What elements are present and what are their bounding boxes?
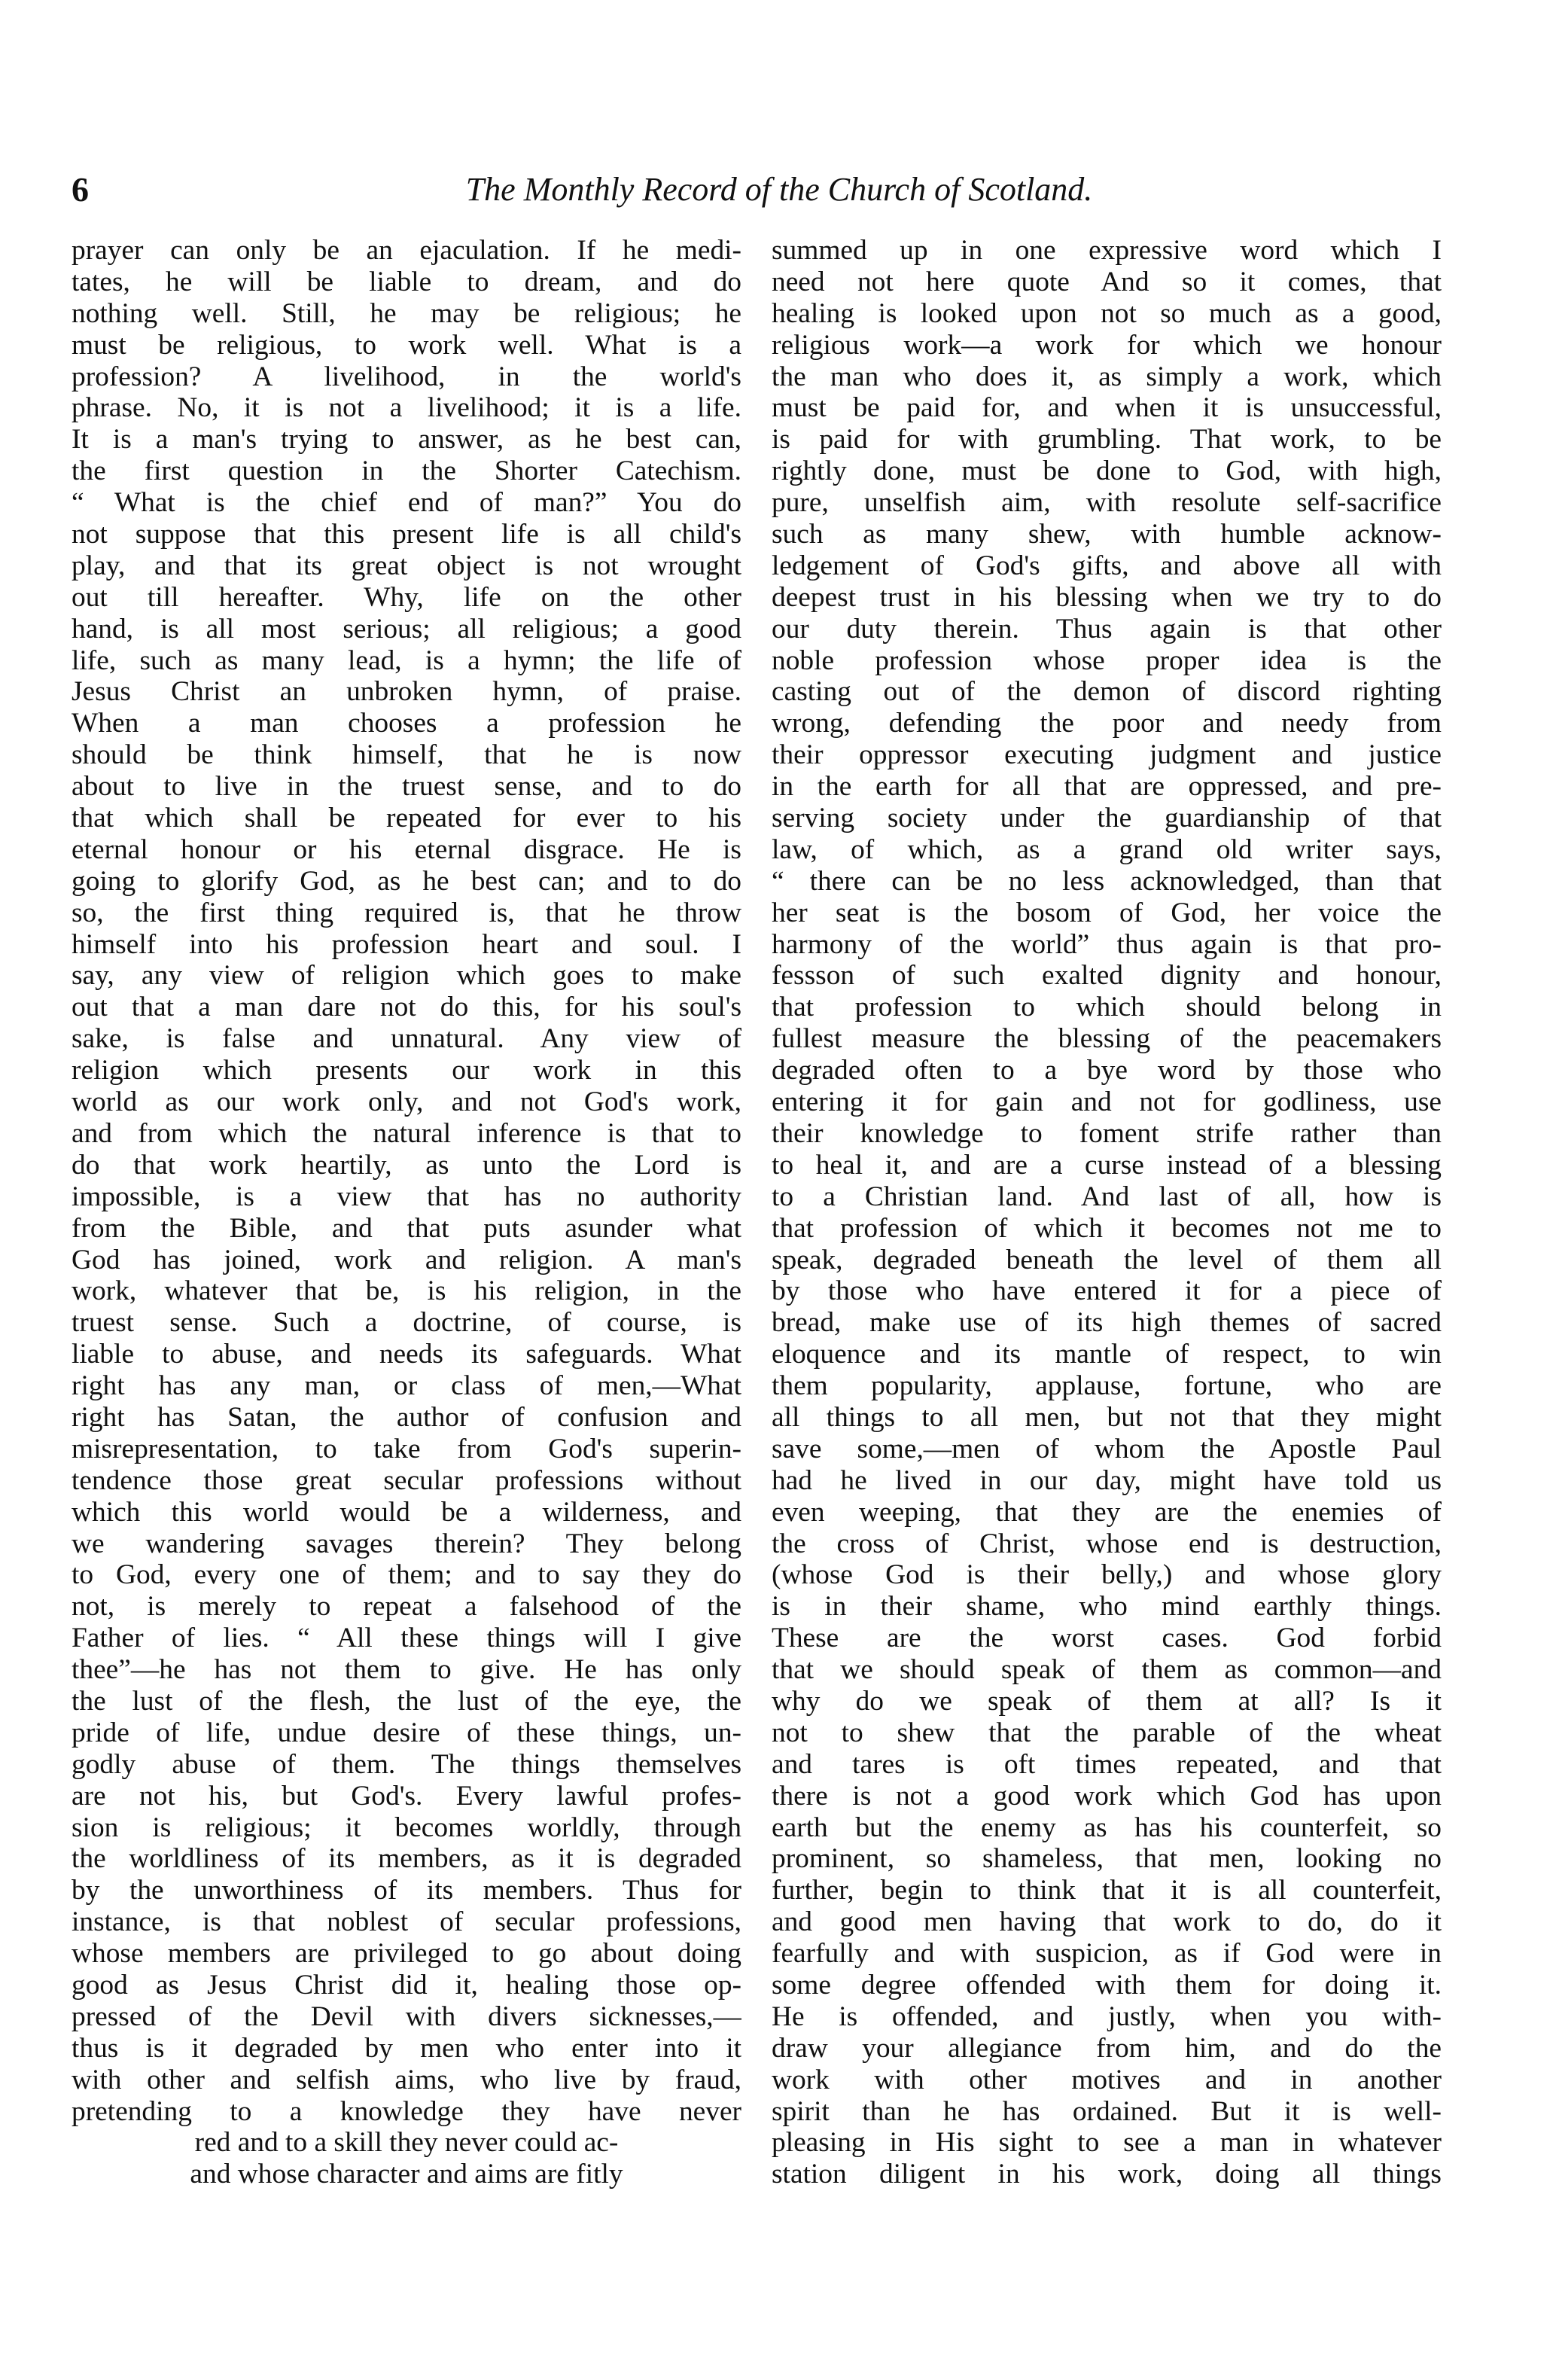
text-line: summed up in one expressive word which I: [772, 235, 1442, 266]
text-line: is paid for with grumbling. That work, to be: [772, 424, 1442, 456]
text-line: them popularity, applause, fortune, who are: [772, 1370, 1442, 1402]
text-line: that profession of which it becomes not me to: [772, 1212, 1442, 1244]
text-line: out that a man dare not do this, for his soul's: [72, 992, 741, 1023]
text-line: their oppressor executing judgment and justice: [772, 739, 1442, 771]
text-line: by those who have entered it for a piece of: [772, 1275, 1442, 1307]
text-line: impossible, is a view that has no authority: [72, 1181, 741, 1212]
text-line: draw your allegiance from him, and do the: [772, 2032, 1442, 2064]
text-line: the man who does it, as simply a work, which: [772, 361, 1442, 392]
text-line: thee”—he has not them to give. He has only: [72, 1654, 741, 1686]
text-line: truest sense. Such a doctrine, of course, is: [72, 1307, 741, 1339]
text-line: liable to abuse, and needs its safeguards. What: [72, 1339, 741, 1370]
text-line: in the earth for all that are oppressed, and pre-: [772, 771, 1442, 803]
text-line: further, begin to think that it is all counterfeit,: [772, 1875, 1442, 1906]
text-line: there is not a good work which God has upon: [772, 1780, 1442, 1812]
text-line: that we should speak of them as common—and: [772, 1654, 1442, 1686]
text-line: pressed of the Devil with divers sicknesses,—: [72, 2001, 741, 2032]
text-line: pretending to a knowledge they have never: [72, 2095, 741, 2127]
text-line: pride of life, undue desire of these things, un-: [72, 1717, 741, 1748]
text-line: tates, he will be liable to dream, and do: [72, 266, 741, 297]
text-line: phrase. No, it is not a livelihood; it is a life.: [72, 392, 741, 424]
text-line: God has joined, work and religion. A man's: [72, 1244, 741, 1275]
text-line: When a man chooses a profession he: [72, 708, 741, 739]
text-line: nothing well. Still, he may be religious; he: [72, 297, 741, 329]
text-line: say, any view of religion which goes to make: [72, 960, 741, 992]
text-line: the worldliness of its members, as it is degraded: [72, 1843, 741, 1875]
text-line: that profession to which should belong in: [772, 992, 1442, 1023]
right-column: [772, 235, 1442, 2190]
text-line: law, of which, as a grand old writer says,: [772, 833, 1442, 865]
text-line: and tares is oft times repeated, and that: [772, 1748, 1442, 1780]
text-line: is in their shame, who mind earthly things.: [772, 1591, 1442, 1623]
text-line: fullest measure the blessing of the peacemakers: [772, 1023, 1442, 1055]
text-line: with other and selfish aims, who live by fraud,: [72, 2064, 741, 2095]
text-line: life, such as many lead, is a hymn; the life of: [72, 645, 741, 676]
text-line: not to shew that the parable of the wheat: [772, 1717, 1442, 1748]
text-line: serving society under the guardianship of that: [772, 803, 1442, 834]
text-line: not, is merely to repeat a falsehood of the: [72, 1591, 741, 1623]
text-line: pleasing in His sight to see a man in whatever: [772, 2127, 1442, 2159]
text-line: noble profession whose proper idea is the: [772, 645, 1442, 676]
text-line: He is offended, and justly, when you with-: [772, 2001, 1442, 2032]
text-line: such as many shew, with humble acknow-: [772, 519, 1442, 550]
text-line: “ What is the chief end of man?” You do: [72, 487, 741, 519]
text-line: eloquence and its mantle of respect, to win: [772, 1339, 1442, 1370]
text-line: right has any man, or class of men,—What: [72, 1370, 741, 1402]
text-line: even weeping, that they are the enemies of: [772, 1496, 1442, 1528]
text-line: hand, is all most serious; all religious; a good: [72, 613, 741, 645]
left-column: [72, 235, 741, 2190]
text-line: her seat is the bosom of God, her voice the: [772, 897, 1442, 928]
page-header: [72, 167, 1487, 212]
text-line: himself into his profession heart and soul. I: [72, 928, 741, 960]
text-line: and from which the natural inference is that to: [72, 1117, 741, 1149]
text-line: to God, every one of them; and to say they do: [72, 1559, 741, 1591]
text-line: our duty therein. Thus again is that other: [772, 613, 1442, 645]
text-line: work with other motives and in another: [772, 2064, 1442, 2095]
text-line: had he lived in our day, might have told us: [772, 1464, 1442, 1496]
text-line: “ there can be no less acknowledged, than that: [772, 865, 1442, 897]
text-line: casting out of the demon of discord righting: [772, 676, 1442, 708]
text-line: entering it for gain and not for godliness, use: [772, 1086, 1442, 1118]
text-line: speak, degraded beneath the level of them all: [772, 1244, 1442, 1275]
text-line: red and to a skill they never could ac-: [194, 2127, 619, 2159]
text-line: harmony of the world” thus again is that pro-: [772, 928, 1442, 960]
text-line: right has Satan, the author of confusion and: [72, 1401, 741, 1433]
text-line: ledgement of God's gifts, and above all with: [772, 550, 1442, 581]
text-line: It is a man's trying to answer, as he best can,: [72, 424, 741, 456]
text-line: deepest trust in his blessing when we try to do: [772, 581, 1442, 613]
text-line: wrong, defending the poor and needy from: [772, 708, 1442, 739]
text-line: save some,—men of whom the Apostle Paul: [772, 1433, 1442, 1464]
text-line: world as our work only, and not God's work,: [72, 1086, 741, 1118]
text-line: to heal it, and are a curse instead of a blessing: [772, 1149, 1442, 1181]
running-title: The Monthly Record of the Church of Scotland.: [465, 171, 1093, 208]
text-line: about to live in the truest sense, and to do: [72, 771, 741, 803]
text-line: and good men having that work to do, do it: [772, 1906, 1442, 1938]
text-line: why do we speak of them at all? Is it: [772, 1685, 1442, 1717]
text-line: we wandering savages therein? They belong: [72, 1528, 741, 1559]
text-line: (whose God is their belly,) and whose glory: [772, 1559, 1442, 1591]
text-line: prominent, so shameless, that men, looking no: [772, 1843, 1442, 1875]
text-line: healing is looked upon not so much as a good,: [772, 297, 1442, 329]
text-line: need not here quote And so it comes, that: [772, 266, 1442, 297]
text-line: play, and that its great object is not wrought: [72, 550, 741, 581]
text-line: earth but the enemy as has his counterfeit, so: [772, 1812, 1442, 1843]
text-line: religion which presents our work in this: [72, 1055, 741, 1086]
text-line: tendence those great secular professions without: [72, 1464, 741, 1496]
text-line: must be religious, to work well. What is a: [72, 329, 741, 361]
text-line: sake, is false and unnatural. Any view of: [72, 1023, 741, 1055]
text-line: rightly done, must be done to God, with high,: [772, 456, 1442, 487]
text-line: eternal honour or his eternal disgrace. He is: [72, 833, 741, 865]
text-line: should be think himself, that he is now: [72, 739, 741, 771]
text-line: spirit than he has ordained. But it is well-: [772, 2095, 1442, 2127]
text-line: some degree offended with them for doing it.: [772, 1969, 1442, 2001]
text-line: degraded often to a bye word by those who: [772, 1055, 1442, 1086]
text-line: instance, is that noblest of secular professions,: [72, 1906, 741, 1938]
text-line: do that work heartily, as unto the Lord is: [72, 1149, 741, 1181]
text-line: out till hereafter. Why, life on the other: [72, 581, 741, 613]
text-line: and whose character and aims are fitly: [190, 2159, 623, 2190]
text-line: station diligent in his work, doing all things: [772, 2159, 1442, 2190]
text-line: These are the worst cases. God forbid: [772, 1623, 1442, 1654]
text-line: religious work—a work for which we honour: [772, 329, 1442, 361]
text-line: the cross of Christ, whose end is destruction,: [772, 1528, 1442, 1559]
text-line: to a Christian land. And last of all, how is: [772, 1181, 1442, 1212]
text-line: which this world would be a wilderness, and: [72, 1496, 741, 1528]
text-line: must be paid for, and when it is unsuccessful,: [772, 392, 1442, 424]
text-line: good as Jesus Christ did it, healing those op-: [72, 1969, 741, 2001]
text-line: bread, make use of its high themes of sacred: [772, 1307, 1442, 1339]
text-line: from the Bible, and that puts asunder what: [72, 1212, 741, 1244]
text-line: are not his, but God's. Every lawful profes-: [72, 1780, 741, 1812]
text-line: the first question in the Shorter Catechism.: [72, 456, 741, 487]
text-line: Father of lies. “ All these things will I give: [72, 1623, 741, 1654]
text-line: that which shall be repeated for ever to his: [72, 803, 741, 834]
text-line: sion is religious; it becomes worldly, through: [72, 1812, 741, 1843]
text-line: work, whatever that be, is his religion, in the: [72, 1275, 741, 1307]
text-line: prayer can only be an ejaculation. If he medi-: [72, 235, 741, 266]
text-line: profession? A livelihood, in the world's: [72, 361, 741, 392]
text-line: fearfully and with suspicion, as if God were in: [772, 1938, 1442, 1970]
text-line: their knowledge to foment strife rather than: [772, 1117, 1442, 1149]
text-line: thus is it degraded by men who enter into it: [72, 2032, 741, 2064]
text-line: going to glorify God, as he best can; and to do: [72, 865, 741, 897]
text-line: whose members are privileged to go about doing: [72, 1938, 741, 1970]
text-line: misrepresentation, to take from God's superin-: [72, 1433, 741, 1464]
text-line: fessson of such exalted dignity and honour,: [772, 960, 1442, 992]
text-line: godly abuse of them. The things themselves: [72, 1748, 741, 1780]
page-number: 6: [72, 170, 89, 209]
text-line: not suppose that this present life is all child's: [72, 519, 741, 550]
text-line: so, the first thing required is, that he throw: [72, 897, 741, 928]
text-line: by the unworthiness of its members. Thus for: [72, 1875, 741, 1906]
text-line: all things to all men, but not that they might: [772, 1401, 1442, 1433]
text-line: Jesus Christ an unbroken hymn, of praise.: [72, 676, 741, 708]
text-line: the lust of the flesh, the lust of the eye, the: [72, 1685, 741, 1717]
text-line: pure, unselfish aim, with resolute self-sacrifice: [772, 487, 1442, 519]
